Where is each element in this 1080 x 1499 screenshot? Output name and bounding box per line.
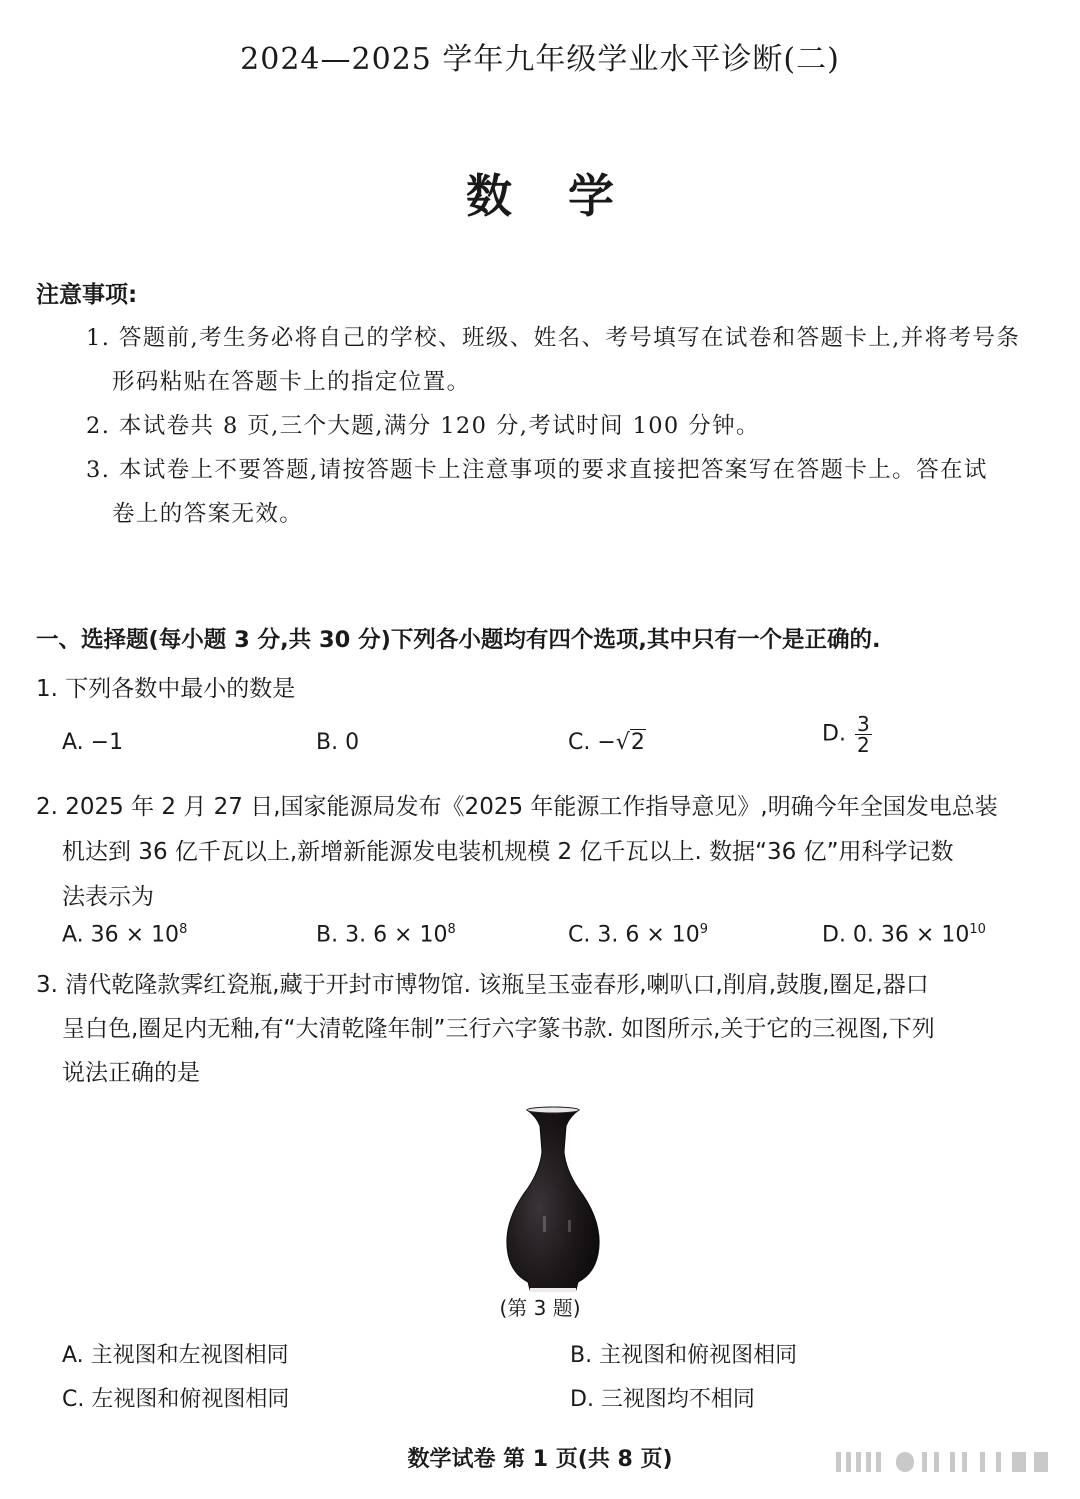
exam-title: 2024—2025 学年九年级学业水平诊断(二) <box>240 42 840 77</box>
q3-line-2: 呈白色,圈足内无釉,有“大清乾隆年制”三行六字篆书款. 如图所示,关于它的三视图,下列 <box>62 1016 935 1042</box>
q1-stem: 1. 下列各数中最小的数是 <box>36 676 296 702</box>
q1-option-a: A. −1 <box>62 730 124 755</box>
q2-line-1: 2. 2025 年 2 月 27 日,国家能源局发布《2025 年能源工作指导意见》,明确今年全国发电总装 <box>36 794 998 820</box>
q2-option-d <box>822 922 986 947</box>
q2-option-b <box>316 922 456 947</box>
q2-option-c-exponent: 9 <box>699 922 709 937</box>
q3-option-a: A. 主视图和左视图相同 <box>62 1343 289 1368</box>
q3-line-3: 说法正确的是 <box>62 1060 200 1086</box>
note-line-1-cont: 形码粘贴在答题卡上的指定位置。 <box>112 369 471 395</box>
q1-option-d-prefix: D. <box>822 721 846 747</box>
fraction-numerator: 3 <box>856 712 870 736</box>
note-line-3-cont: 卷上的答案无效。 <box>112 501 304 527</box>
section-heading: 一、选择题(每小题 3 分,共 30 分)下列各小题均有四个选项,其中只有一个是正确的. <box>36 627 881 653</box>
note-line-3: 3. 本试卷上不要答题,请按答题卡上注意事项的要求直接把答案写在答题卡上。答在试 <box>86 457 988 483</box>
q2-line-2: 机达到 36 亿千瓦以上,新增新能源发电装机规模 2 亿千瓦以上. 数据“36 亿”用科学记数 <box>62 839 954 865</box>
notes-heading: 注意事项: <box>36 282 138 308</box>
q1-option-d-fraction <box>855 714 872 755</box>
q3-option-c: C. 左视图和俯视图相同 <box>62 1387 290 1412</box>
q1-option-b: B. 0 <box>316 730 360 755</box>
q2-option-c-base: C. 3. 6 × 10 <box>568 922 700 948</box>
q2-option-a-base: A. 36 × 10 <box>62 922 180 948</box>
vase-figure <box>500 1104 606 1294</box>
sqrt-sign: √ <box>615 730 630 755</box>
q1-option-c <box>568 730 646 755</box>
note-line-2: 2. 本试卷共 8 页,三个大题,满分 120 分,考试时间 100 分钟。 <box>86 413 760 439</box>
q2-option-b-exponent: 8 <box>447 922 456 937</box>
q2-option-d-exponent: 10 <box>969 922 986 937</box>
q2-option-d-base: D. 0. 36 × 10 <box>822 922 970 948</box>
subject-title: 数学 <box>466 169 670 223</box>
note-line-1: 1. 答题前,考生务必将自己的学校、班级、姓名、考号填写在试卷和答题卡上,并将考号条 <box>86 325 1021 351</box>
q2-option-b-base: B. 3. 6 × 10 <box>316 922 448 948</box>
fraction-denominator: 2 <box>856 733 870 757</box>
q3-line-1: 3. 清代乾隆款霁红瓷瓶,藏于开封市博物馆. 该瓶呈玉壶春形,喇叭口,削肩,鼓腹,圈足,器口 <box>36 972 929 998</box>
figure-caption: (第 3 题) <box>499 1296 581 1320</box>
q3-option-b: B. 主视图和俯视图相同 <box>570 1343 798 1368</box>
q1-option-c-prefix: C. − <box>568 730 616 755</box>
q2-option-a <box>62 922 187 947</box>
q2-option-a-exponent: 8 <box>179 922 188 937</box>
vase-icon <box>500 1104 606 1294</box>
q3-option-d: D. 三视图均不相同 <box>570 1387 755 1412</box>
page-footer: 数学试卷 第 1 页(共 8 页) <box>407 1447 673 1472</box>
q1-option-d <box>822 714 872 755</box>
q2-line-3: 法表示为 <box>62 884 154 910</box>
q2-option-c <box>568 922 708 947</box>
q1-option-c-radicand: 2 <box>630 730 645 755</box>
